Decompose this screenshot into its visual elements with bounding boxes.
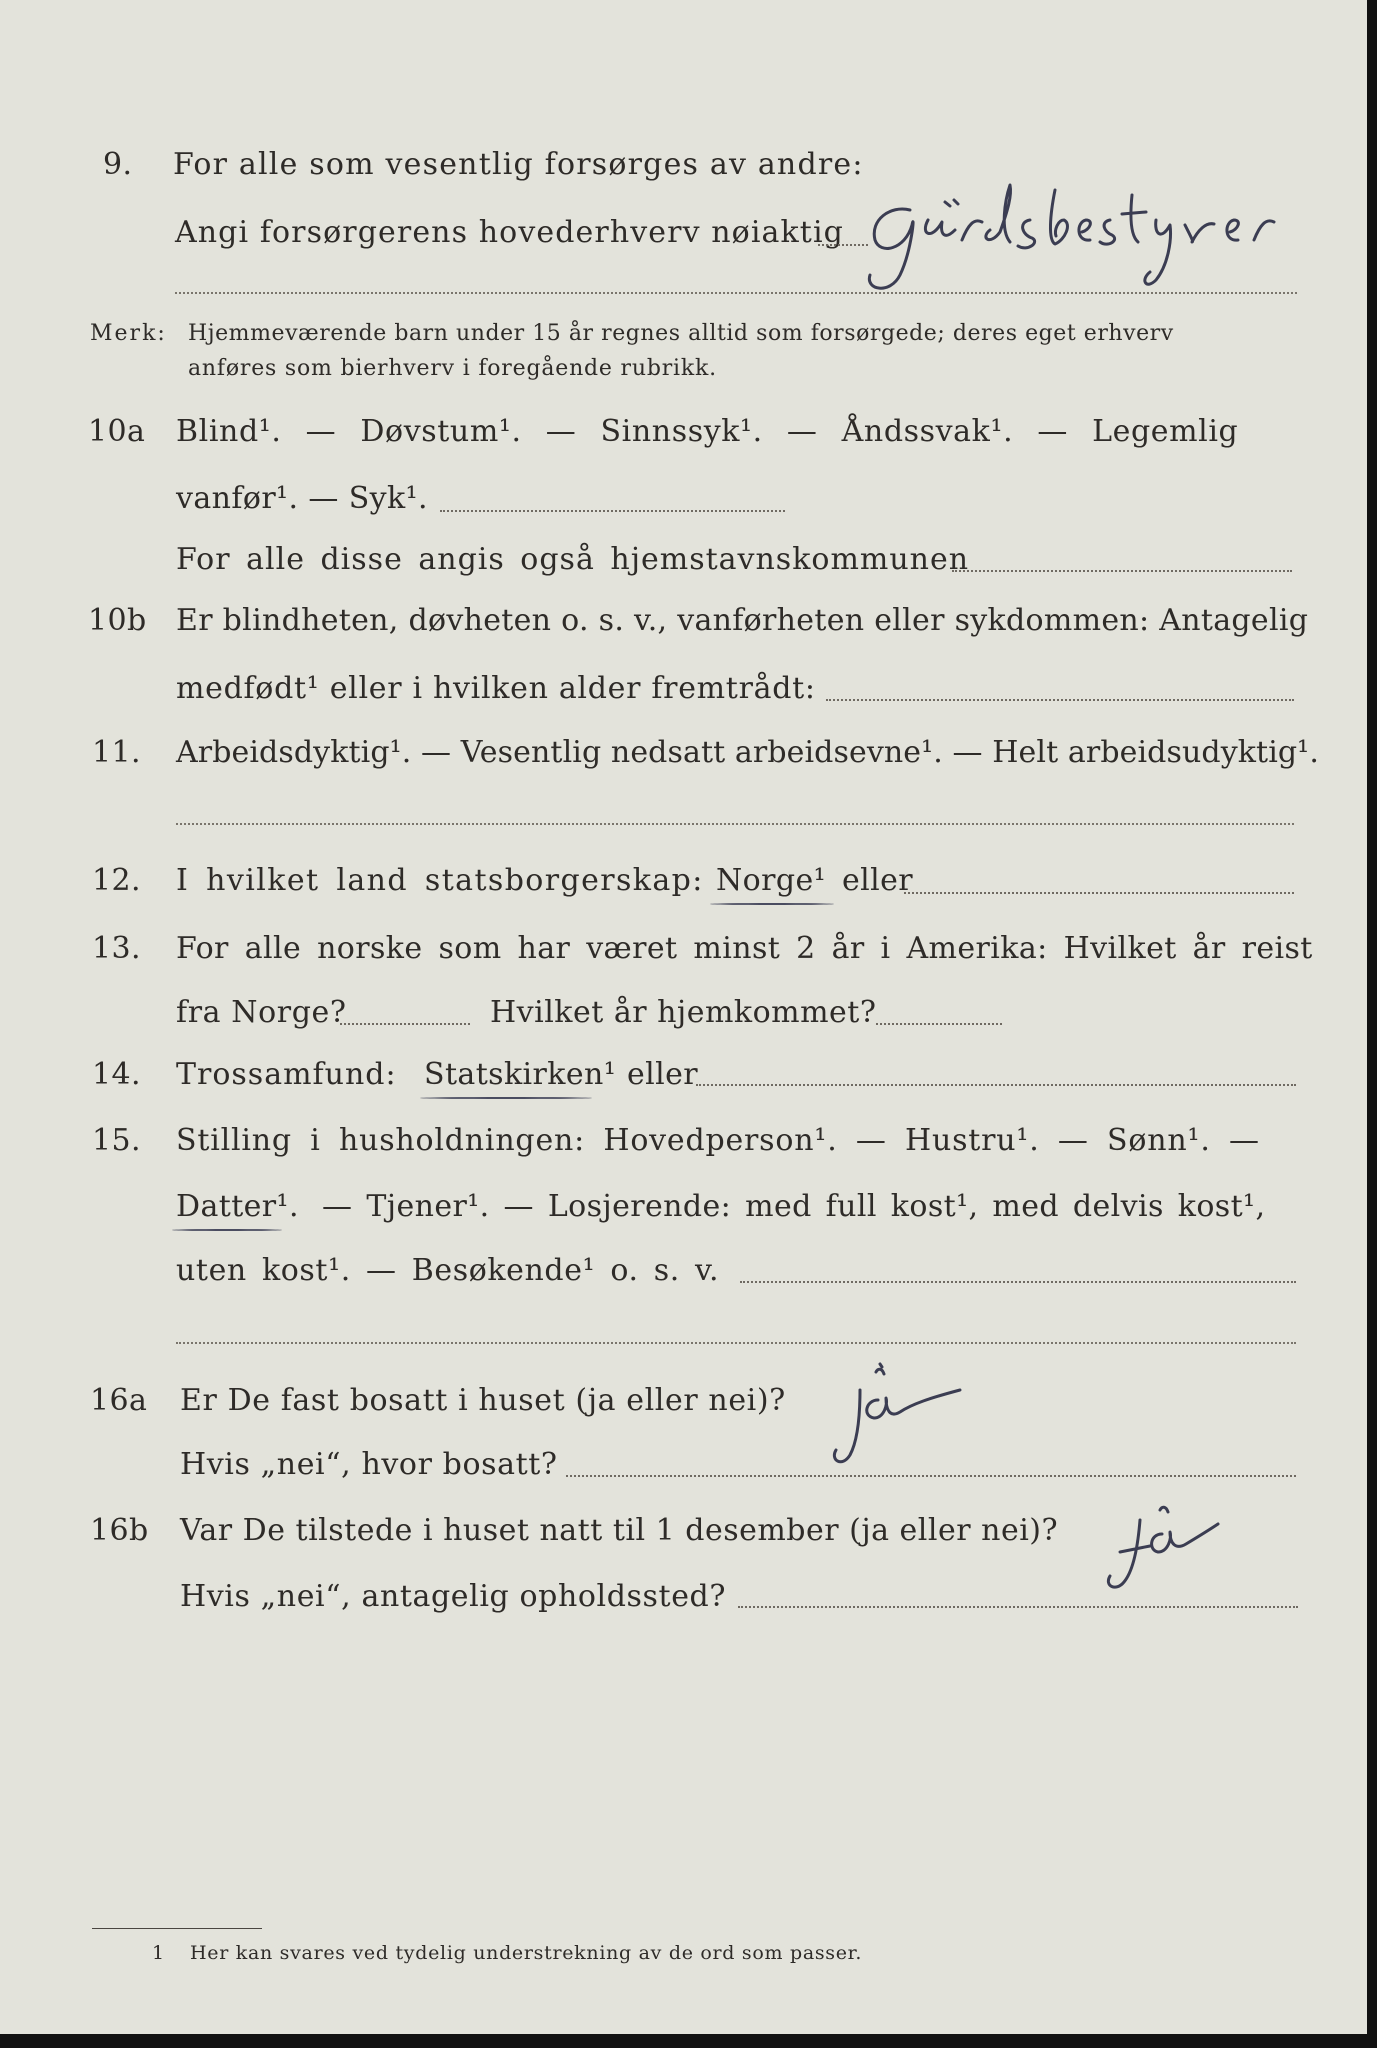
- q9-line2: Angi forsørgerens hovederhverv nøiaktig: [175, 215, 844, 250]
- footnote-mark: 1: [152, 1942, 165, 1964]
- q16a-number: 16a: [90, 1383, 148, 1418]
- q11-number: 11.: [92, 735, 141, 770]
- q13-hjemkommet-line: [876, 1023, 1002, 1025]
- q10b-alder-line: [826, 699, 1294, 701]
- q14-prefix: Trossamfund:: [176, 1057, 397, 1092]
- q13-line1: For alle norske som har været minst 2 år i Amerika: Hvilket år reist: [176, 931, 1313, 966]
- q10a-syk-line: [440, 510, 785, 512]
- q16b-opholdssted-line: [738, 1606, 1298, 1608]
- scan-edge-right: [1367, 0, 1377, 2048]
- q9-line1: For alle som vesentlig forsørges av andre:: [173, 147, 864, 182]
- q15-answer-line: [176, 1342, 1296, 1344]
- q10a-number: 10a: [88, 414, 146, 449]
- q9-number: 9.: [103, 147, 133, 182]
- q10a-hjemstavn-line: [952, 570, 1292, 572]
- q13-line2b: Hvilket år hjemkommet?: [490, 995, 877, 1030]
- merk-label: Merk:: [90, 321, 167, 346]
- q15-line3-answer-line: [740, 1281, 1296, 1283]
- q10a-line2: vanfør¹. — Syk¹.: [176, 481, 428, 516]
- q16a-bosatt-line: [566, 1475, 1296, 1477]
- q15-number: 15.: [92, 1123, 141, 1158]
- q16b-handwritten-answer: [1090, 1500, 1240, 1600]
- q16b-line1: Var De tilstede i huset natt til 1 desember (ja eller nei)?: [180, 1513, 1059, 1548]
- q16a-handwritten-answer: [820, 1360, 980, 1470]
- q14-answer-line: [696, 1084, 1296, 1086]
- q16b-line2: Hvis „nei“, antagelig opholdssted?: [180, 1579, 727, 1614]
- merk-line1: Hjemmeværende barn under 15 år regnes alltid som forsørgede; deres eget erhverv: [188, 321, 1174, 346]
- scan-edge-bottom: [0, 2034, 1377, 2048]
- q12-number: 12.: [92, 863, 141, 898]
- merk-line2: anføres som bierhverv i foregående rubrikk.: [188, 356, 717, 381]
- q13-line2a: fra Norge?: [176, 995, 347, 1030]
- q12-option-norge: Norge¹: [716, 863, 827, 898]
- q12-prefix: I hvilket land statsborgerskap:: [176, 863, 704, 898]
- q16a-line1: Er De fast bosatt i huset (ja eller nei)?: [180, 1383, 786, 1418]
- q13-reist-line: [340, 1023, 470, 1025]
- q14-statskirken-underline: [420, 1097, 592, 1099]
- q15-line3: uten kost¹. — Besøkende¹ o. s. v.: [176, 1253, 720, 1288]
- q15-line1: Stilling i husholdningen: Hovedperson¹. — Hustru¹. — Sønn¹. —: [176, 1123, 1260, 1158]
- q12-suffix: eller: [842, 863, 914, 898]
- footnote-separator: [92, 1928, 262, 1929]
- q14-suffix: eller: [627, 1057, 699, 1092]
- q16a-line2: Hvis „nei“, hvor bosatt?: [180, 1447, 558, 1482]
- q11-line1: Arbeidsdyktig¹. — Vesentlig nedsatt arbeidsevne¹. — Helt arbeidsudyktig¹.: [176, 735, 1319, 770]
- q16b-number: 16b: [90, 1513, 149, 1548]
- q10a-line1: Blind¹. — Døvstum¹. — Sinnssyk¹. — Åndssvak¹. — Legemlig: [176, 414, 1239, 449]
- q15-option-datter: Datter¹.: [176, 1189, 299, 1224]
- q13-number: 13.: [92, 931, 141, 966]
- q12-norge-underline: [710, 903, 834, 905]
- q10b-number: 10b: [88, 603, 147, 638]
- footnote-text: Her kan svares ved tydelig understrekning av de ord som passer.: [190, 1942, 863, 1964]
- q9-separator-line: [175, 292, 1297, 294]
- q14-number: 14.: [92, 1057, 141, 1092]
- q15-datter-underline: [172, 1229, 282, 1231]
- q10b-line2: medfødt¹ eller i hvilken alder fremtrådt:: [176, 671, 816, 706]
- q11-answer-line: [176, 823, 1294, 825]
- q12-answer-line: [904, 892, 1294, 894]
- q15-line2-rest: — Tjener¹. — Losjerende: med full kost¹, med delvis kost¹,: [322, 1189, 1266, 1224]
- q10a-line3: For alle disse angis også hjemstavnskommunen: [176, 542, 970, 577]
- q14-option-statskirken: Statskirken¹: [424, 1057, 617, 1092]
- q9-handwritten-answer: [850, 180, 1350, 300]
- q10b-line1: Er blindheten, døvheten o. s. v., vanførheten eller sykdommen: Antagelig: [176, 603, 1309, 638]
